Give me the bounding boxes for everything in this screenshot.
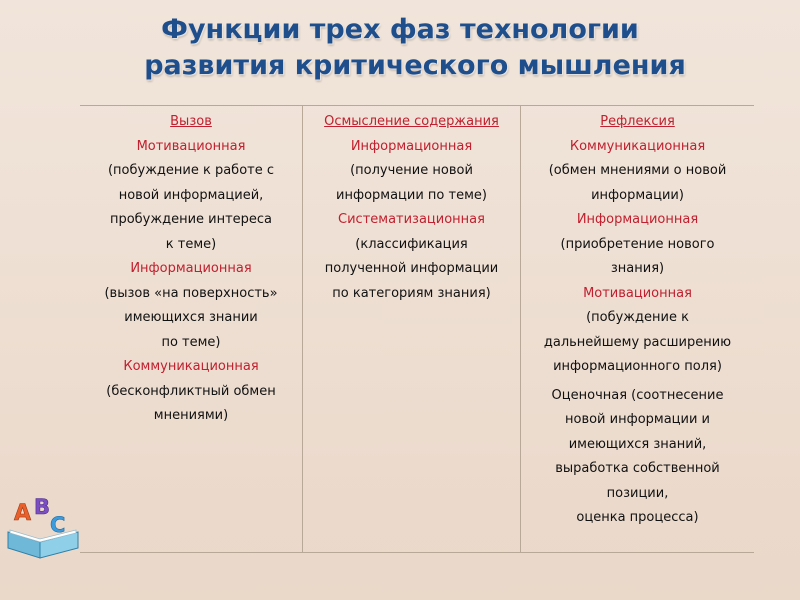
- function-desc-line: (классификация: [355, 236, 468, 252]
- function-desc-line: (побуждение к работе с: [107, 163, 275, 178]
- column-challenge: [80, 106, 303, 552]
- slide-title: [0, 12, 800, 84]
- function-name: Мотивационная: [136, 138, 246, 154]
- function-name: Информационная: [576, 212, 699, 227]
- function-name: Коммуникационная: [569, 138, 706, 154]
- function-desc-line: (побуждение к: [586, 310, 689, 325]
- function-desc-line: полученной информации: [324, 261, 499, 276]
- function-desc-line: дальнейшему расширению: [543, 334, 732, 350]
- title-line-1: Функции трех фаз технологии: [161, 14, 639, 45]
- function-name: Информационная: [350, 138, 473, 154]
- function-desc-line: (обмен мнениями о новой: [548, 163, 727, 178]
- function-desc-line: информационного поля): [553, 359, 722, 374]
- phases-table: [80, 105, 754, 553]
- function-desc-line: информации по теме): [336, 187, 487, 203]
- column-header-comprehension: Осмысление содержания: [324, 114, 499, 129]
- column-reflection: [521, 106, 754, 552]
- function-name: Мотивационная: [583, 285, 692, 301]
- function-name: Систематизационная: [338, 212, 485, 227]
- abc-book-icon: [0, 484, 86, 564]
- column-header-reflection: Рефлексия: [600, 114, 675, 129]
- logo-letter-a: A: [14, 501, 32, 526]
- function-desc-line: по теме): [161, 334, 221, 350]
- title-line-2: развития критического мышления: [144, 50, 686, 81]
- column-header-challenge: Вызов: [170, 114, 212, 129]
- function-name: Информационная: [130, 261, 252, 276]
- function-desc-line: (приобретение нового: [560, 236, 715, 252]
- function-desc-line: позиции,: [606, 485, 669, 501]
- function-desc-line: к теме): [165, 236, 217, 252]
- function-desc-line: новой информации и: [564, 412, 711, 427]
- function-name: Коммуникационная: [123, 359, 259, 374]
- function-desc-line: (вызов «на поверхность»: [104, 285, 278, 301]
- logo-letter-c: C: [50, 513, 66, 537]
- function-desc-line: (бесконфликтный обмен: [106, 383, 276, 399]
- function-desc-line: мнениями): [153, 408, 229, 423]
- function-desc-line: информации): [591, 187, 684, 203]
- function-desc-line: имеющихся знаний,: [568, 436, 707, 452]
- logo-letter-b: B: [34, 495, 51, 519]
- function-desc-line: (получение новой: [350, 163, 473, 178]
- function-desc-line: Оценочная (соотнесение: [551, 387, 724, 403]
- function-desc-line: по категориям знания): [332, 285, 491, 301]
- function-desc-line: знания): [610, 261, 665, 276]
- function-desc-line: выработка собственной: [555, 461, 720, 476]
- function-desc-line: имеющихся знании: [124, 310, 258, 325]
- function-desc-line: пробуждение интереса: [109, 212, 273, 227]
- function-desc-line: оценка процесса): [576, 510, 699, 525]
- function-desc-line: новой информацией,: [118, 187, 264, 203]
- column-comprehension: [303, 106, 521, 552]
